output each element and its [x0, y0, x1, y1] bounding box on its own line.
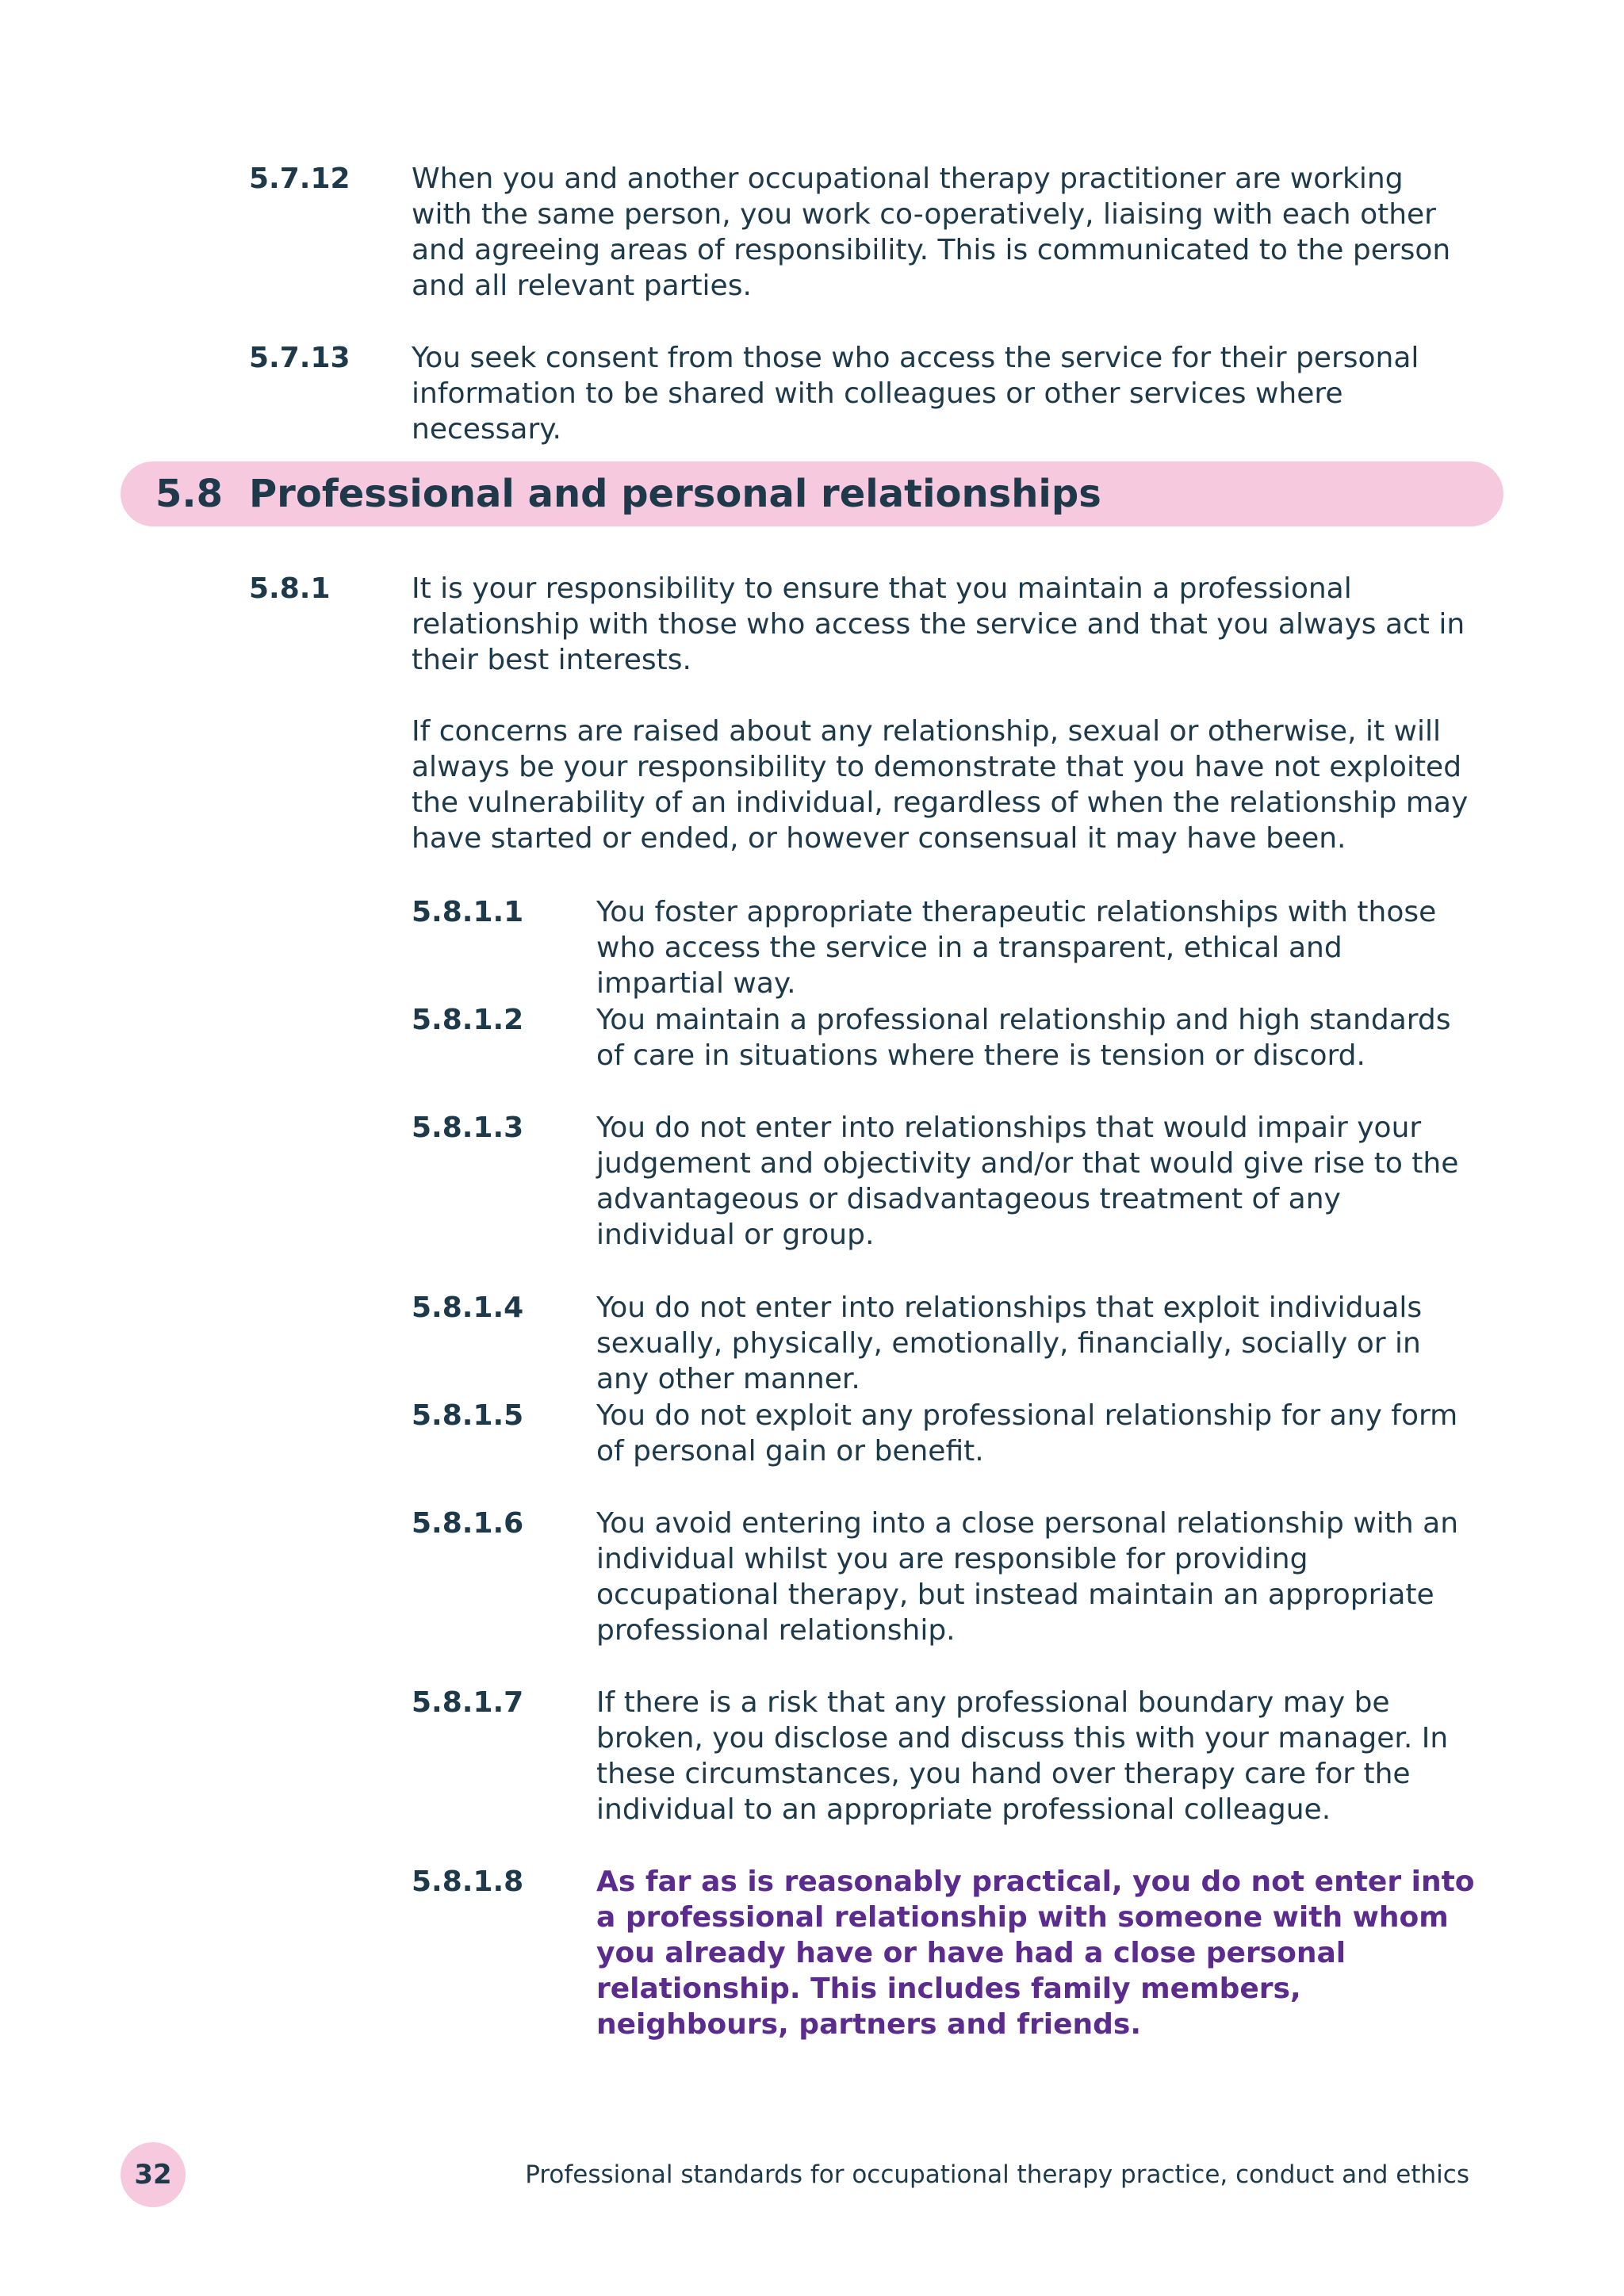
subclause-number: 5.8.1.5 [412, 1399, 524, 1432]
subclause-number: 5.8.1.6 [412, 1507, 524, 1540]
subclause-text-emphasis: As far as is reasonably practical, you do not enter into a professional relationship with someone with whom you already have or have had a close personal relationship. This includes family members, neighbours, partners and friends. [596, 1866, 1475, 2041]
subclause-text: If there is a risk that any professional boundary may be broken, you disclose and discuss this with your manager. In these circumstances, you hand over therapy care for the individual to an appropriate professional colleague. [596, 1686, 1449, 1826]
subclause-number: 5.8.1.4 [412, 1292, 524, 1324]
clause-number: 5.7.12 [249, 163, 350, 195]
subclause-text: You avoid entering into a close personal relationship with an individual whilst you are responsible for providing occupational therapy, but instead maintain an appropriate professional relationship. [596, 1507, 1459, 1647]
subclause-text: You do not enter into relationships that would impair your judgement and objectivity and/or that would give rise to the advantageous or disadvantageous treatment of any individual or group. [596, 1112, 1459, 1251]
subclause-number: 5.8.1.8 [412, 1866, 524, 1898]
footer-document-title: Professional standards for occupational therapy practice, conduct and ethics [525, 2160, 1469, 2189]
clause-paragraph: You seek consent from those who access the service for their personal information to be shared with colleagues or other services where necessary. [412, 342, 1419, 446]
subclause-number: 5.8.1.2 [412, 1004, 524, 1036]
clause-number: 5.8.1 [249, 572, 331, 605]
section-heading [121, 461, 1503, 526]
clause-body [412, 571, 1470, 892]
clause-paragraph: If concerns are raised about any relationship, sexual or otherwise, it will always be your responsibility to demonstrate that you have not exploited the vulnerability of an individual, regardless of when the relationship may have started or ended, or however consensual it may have been. [412, 715, 1469, 855]
subclause-text: You do not enter into relationships that exploit individuals sexually, physically, emotionally, financially, socially or in any other manner. [596, 1292, 1423, 1395]
clause-body [412, 161, 1470, 339]
subclause-text: You foster appropriate therapeutic relationships with those who access the service in a transparent, ethical and impartial way. [596, 896, 1437, 1000]
section-number: 5.8 [155, 472, 224, 516]
subclause-text: You maintain a professional relationship and high standards of care in situations where there is tension or discord. [596, 1004, 1451, 1072]
clause-paragraph: It is your responsibility to ensure that you maintain a professional relationship with those who access the service and that you always act in their best interests. [412, 572, 1465, 676]
subclause-number: 5.8.1.1 [412, 896, 524, 928]
subclause-number: 5.8.1.7 [412, 1686, 524, 1719]
clause-number: 5.7.13 [249, 342, 350, 374]
clause-paragraph: When you and another occupational therapy practitioner are working with the same person, you work co-operatively, liaising with each other and agreeing areas of responsibility. This is communicated to the person and all relevant parties. [412, 163, 1451, 302]
subclause-number: 5.8.1.3 [412, 1112, 524, 1144]
section-title: Professional and personal relationships [249, 472, 1101, 516]
subclause-text: You do not exploit any professional relationship for any form of personal gain or benefit. [596, 1399, 1458, 1468]
page-number-badge: 32 [121, 2142, 186, 2207]
